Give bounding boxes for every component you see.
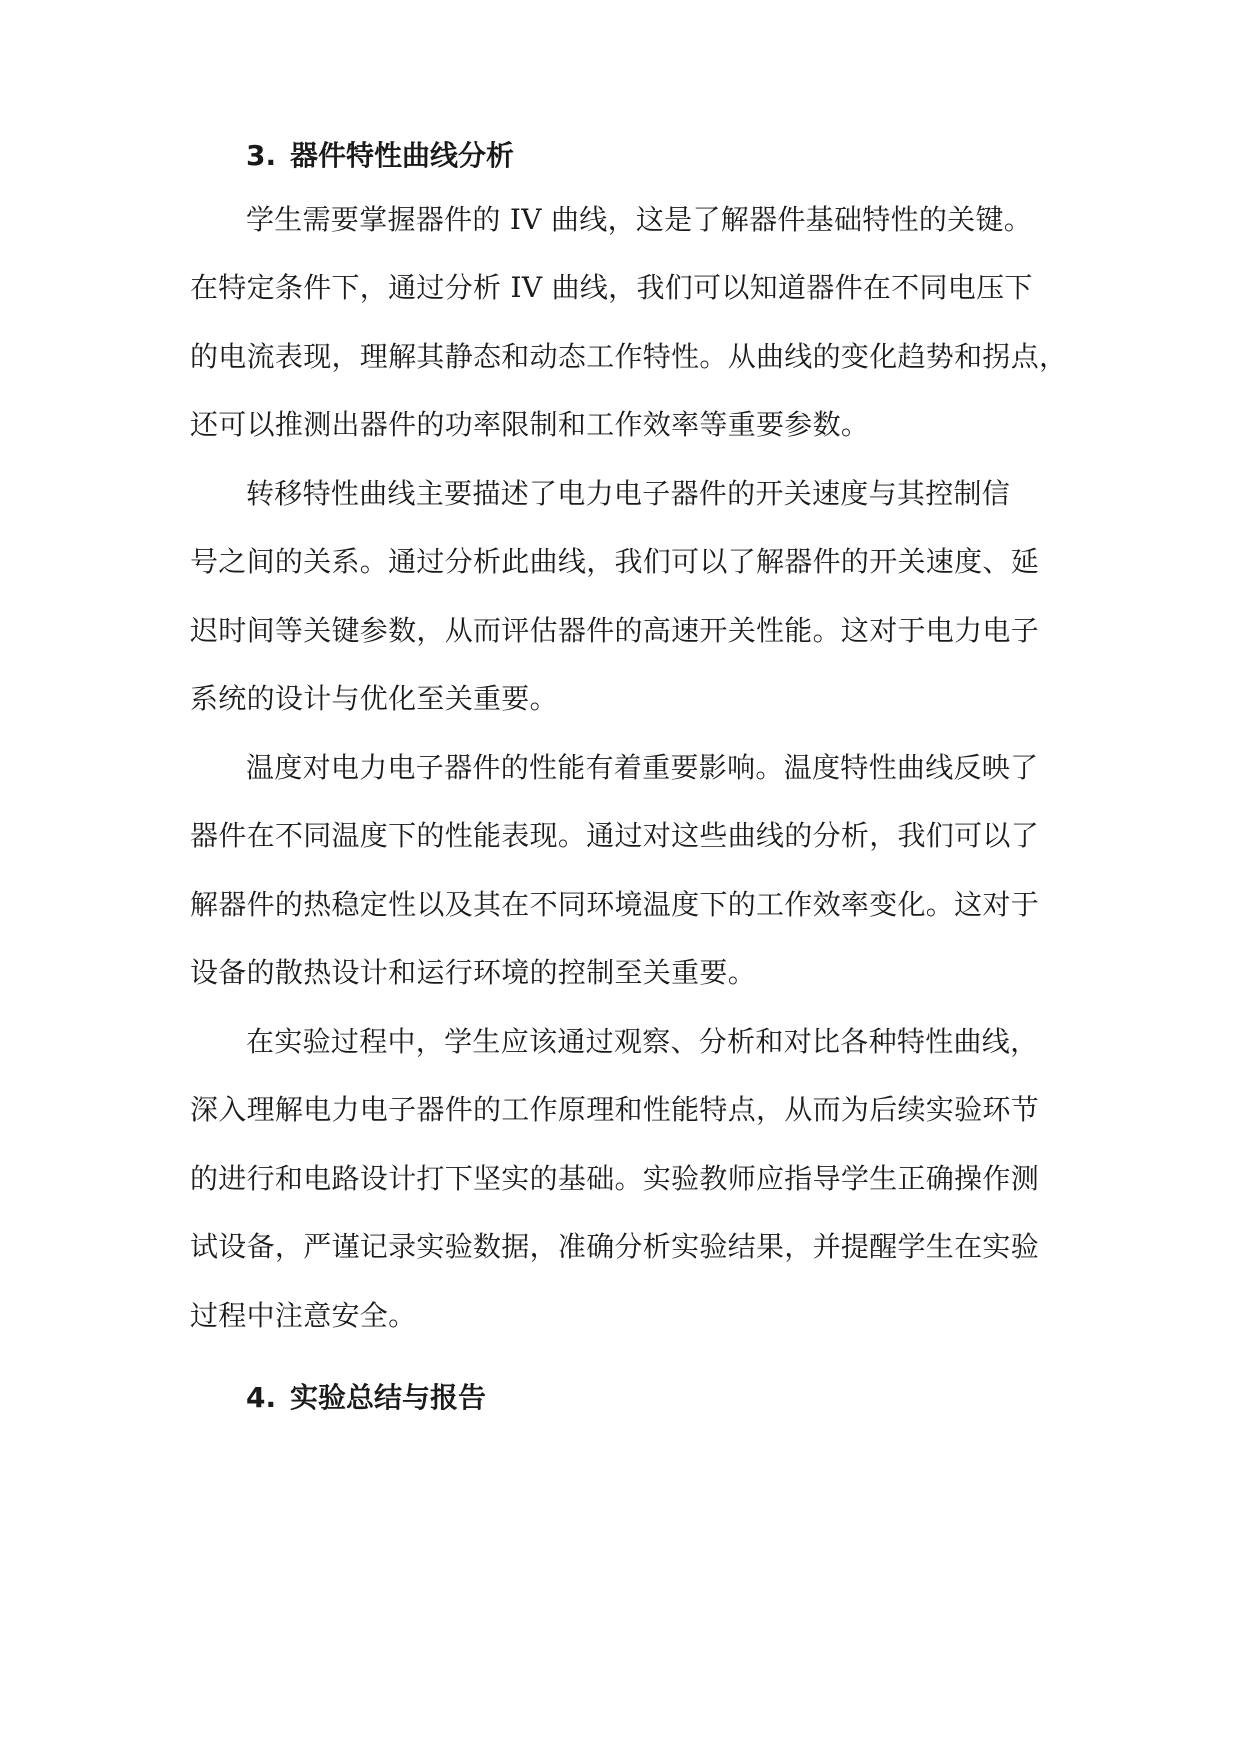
paragraph-1-line-3: 的电流表现，理解其静态和动态工作特性。从曲线的变化趋势和拐点， (190, 340, 1068, 373)
section-title: 器件特性曲线分析 (290, 139, 515, 172)
paragraph-4-line-5: 过程中注意安全。 (190, 1299, 417, 1332)
paragraph-3-line-1: 温度对电力电子器件的性能有着重要影响。温度特性曲线反映了 (246, 751, 1039, 784)
paragraph-4-line-2: 深入理解电力电子器件的工作原理和性能特点，从而为后续实验环节 (190, 1093, 1040, 1126)
paragraph-3-line-3: 解器件的热稳定性以及其在不同环境温度下的工作效率变化。这对于 (190, 888, 1040, 921)
section-heading-3 (246, 138, 514, 174)
paragraph-3-line-4: 设备的散热设计和运行环境的控制至关重要。 (190, 956, 757, 989)
paragraph-2-line-1: 转移特性曲线主要描述了电力电子器件的开关速度与其控制信 (246, 477, 1011, 510)
section-number: 3. (246, 139, 277, 172)
paragraph-1-line-1: 学生需要掌握器件的 IV 曲线，这是了解器件基础特性的关键。 (246, 203, 1033, 236)
paragraph-4-line-1: 在实验过程中，学生应该通过观察、分析和对比各种特性曲线， (246, 1025, 1039, 1058)
paragraph-1-line-4: 还可以推测出器件的功率限制和工作效率等重要参数。 (190, 408, 870, 441)
section-number: 4. (246, 1381, 277, 1414)
paragraph-4-line-3: 的进行和电路设计打下坚实的基础。实验教师应指导学生正确操作测 (190, 1162, 1040, 1195)
paragraph-2-line-3: 迟时间等关键参数，从而评估器件的高速开关性能。这对于电力电子 (190, 614, 1040, 647)
paragraph-1-line-2: 在特定条件下，通过分析 IV 曲线，我们可以知道器件在不同电压下 (190, 271, 1033, 304)
paragraph-4-line-4: 试设备，严谨记录实验数据，准确分析实验结果，并提醒学生在实验 (190, 1230, 1040, 1263)
paragraph-2-line-4: 系统的设计与优化至关重要。 (190, 682, 558, 715)
paragraph-2-line-2: 号之间的关系。通过分析此曲线，我们可以了解器件的开关速度、延 (190, 545, 1040, 578)
section-heading-4 (246, 1380, 486, 1416)
section-title: 实验总结与报告 (290, 1381, 487, 1414)
paragraph-3-line-2: 器件在不同温度下的性能表现。通过对这些曲线的分析，我们可以了 (190, 819, 1040, 852)
